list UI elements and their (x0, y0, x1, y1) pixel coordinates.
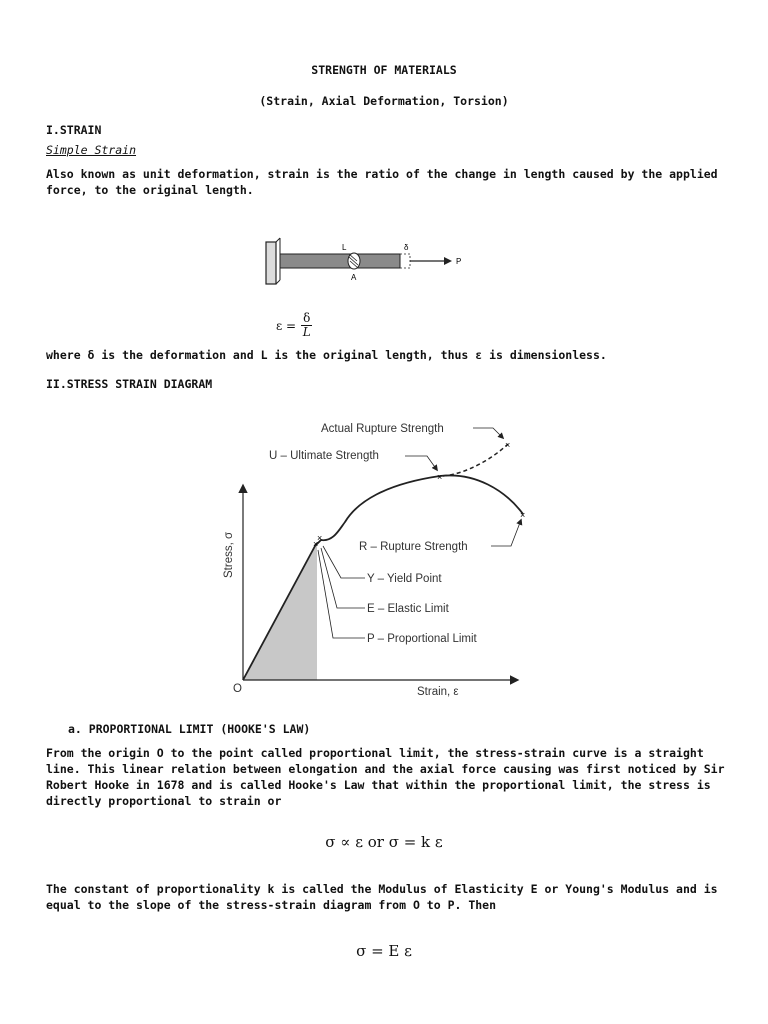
hookes-law-paragraph: From the origin O to the point called proportional limit, the stress-strain curve is a straight line. This linear relation between elongation and the axial force causing was first noticed by Sir Robert Hooke in 1678 and is called Hooke's Law that within the proportional limit, the stress is directly proportional to strain or (46, 746, 725, 808)
label-yield: Y – Yield Point (367, 573, 442, 585)
axial-bar-figure (258, 232, 478, 294)
strain-formula-lhs: ε = (276, 318, 297, 333)
strain-definition-paragraph: Also known as unit deformation, strain is the ratio of the change in length caused by the applied force, to the original length. (46, 167, 718, 197)
strain-formula (276, 312, 312, 339)
label-elastic: E – Elastic Limit (367, 603, 449, 615)
label-origin: O (233, 683, 242, 695)
modulus-paragraph: The constant of proportionality k is called the Modulus of Elasticity E or Young's Modulus and is equal to the slope of the stress-strain diagram from O to P. Then (46, 882, 718, 912)
svg-text:×: × (437, 472, 443, 482)
strain-formula-numerator: δ (303, 311, 311, 325)
stress-strain-diagram (205, 410, 535, 700)
section-strain-heading: I.STRAIN (46, 123, 102, 137)
section-stress-strain-heading: II.STRESS STRAIN DIAGRAM (46, 377, 213, 391)
label-delta: δ (404, 243, 409, 252)
page-subtitle: (Strain, Axial Deformation, Torsion) (259, 94, 509, 108)
proportional-limit-heading: a. PROPORTIONAL LIMIT (HOOKE'S LAW) (68, 722, 311, 736)
svg-text:×: × (313, 539, 319, 549)
where-text: where δ is the deformation and L is the original length, thus ε is dimensionless. (46, 348, 607, 362)
label-A: A (351, 273, 357, 282)
youngs-modulus-formula: σ = E ε (356, 942, 412, 960)
label-P: P (456, 257, 462, 266)
svg-text:×: × (520, 510, 526, 520)
label-ultimate: U – Ultimate Strength (269, 450, 379, 462)
label-x-axis: Strain, ε (417, 686, 459, 698)
label-actual-rupture: Actual Rupture Strength (321, 423, 444, 435)
simple-strain-subheading: Simple Strain (46, 143, 137, 157)
actual-rupture-curve (443, 444, 508, 476)
label-proportional: P – Proportional Limit (367, 633, 477, 645)
label-L: L (342, 243, 347, 252)
label-rupture: R – Rupture Strength (359, 541, 468, 553)
label-y-axis: Stress, σ (223, 531, 235, 578)
svg-text:×: × (505, 440, 511, 450)
svg-text:×: × (317, 533, 323, 543)
page-title: STRENGTH OF MATERIALS (311, 63, 457, 77)
bar-shape (280, 254, 400, 268)
strain-formula-denominator: L (302, 325, 311, 339)
proportionality-formula: σ ∝ ε or σ = k ε (325, 833, 443, 851)
